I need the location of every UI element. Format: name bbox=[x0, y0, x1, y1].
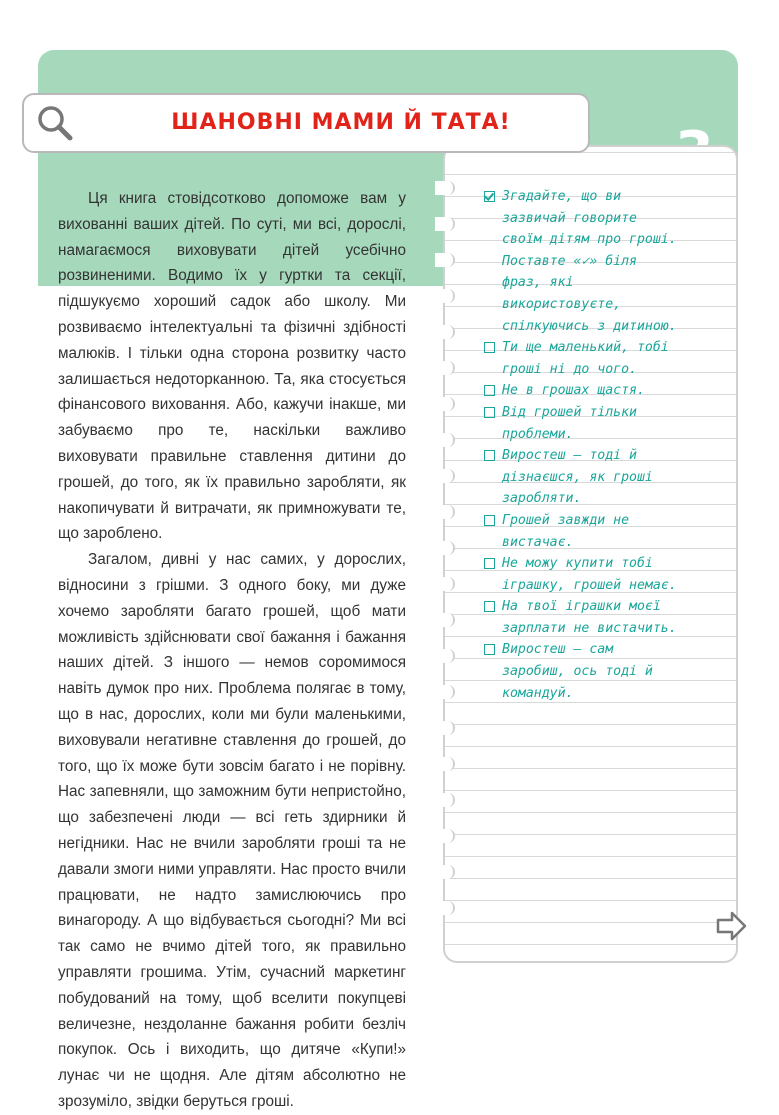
checklist-item bbox=[482, 445, 682, 510]
spiral-notch bbox=[435, 757, 455, 771]
checklist-item-text: Не можу купити тобі іграшку, грошей немає. bbox=[502, 556, 677, 593]
spiral-notch bbox=[435, 577, 455, 591]
checklist-item-text: Виростеш — тоді й дізнаєшся, як гроші заробляти. bbox=[502, 448, 653, 507]
spiral-notch bbox=[435, 901, 455, 915]
checklist-item bbox=[482, 510, 682, 553]
spiral-notch bbox=[435, 793, 455, 807]
paragraph: Ця книга стовідсотково допоможе вам у вихованні ваших дітей. По суті, ми всі, дорослі, намагаємося виховувати дітей усебічно розвиненими. Водимо їх у гуртки та секції, підшукуємо хороший садок або школу. Ми розвиваємо інтелектуальні та фізичні здібності малюків. І тільки одна сторона розвитку часто залишається недоторканною. Та, яка стосується фінансового виховання. Або, кажучи інакше, ми забуваємо про те, наскільки важливо виховувати правильне ставлення дитини до грошей, до того, як їх правильно заробляти, як накопичувати й витрачати, як примножувати те, що зароблено. bbox=[58, 190, 406, 543]
checkbox[interactable] bbox=[484, 644, 495, 655]
checkbox[interactable] bbox=[484, 601, 495, 612]
checklist-item-text: Ти ще маленький, тобі гроші ні до чого. bbox=[502, 340, 669, 377]
spiral-notch bbox=[435, 865, 455, 879]
spiral-notch bbox=[435, 613, 455, 627]
spiral-notch bbox=[435, 505, 455, 519]
spiral-notch bbox=[435, 433, 455, 447]
spiral-notch bbox=[435, 829, 455, 843]
spiral-notch bbox=[435, 721, 455, 735]
checkbox[interactable] bbox=[484, 407, 495, 418]
checklist-item bbox=[482, 337, 682, 380]
checklist-item bbox=[482, 553, 682, 596]
checkbox[interactable] bbox=[484, 515, 495, 526]
checklist-item-text: Грошей завжди не вистачає. bbox=[502, 512, 630, 550]
checklist-item bbox=[482, 596, 682, 639]
spiral-notch bbox=[435, 397, 455, 411]
checklist-item bbox=[482, 402, 682, 445]
checklist-item-text: Виростеш — сам заробиш, ось тоді й командуй. bbox=[502, 642, 653, 701]
checkbox[interactable] bbox=[484, 558, 495, 569]
checkbox-checked[interactable] bbox=[484, 191, 495, 202]
page-title: ШАНОВНІ МАМИ Й ТАТА! bbox=[171, 110, 511, 135]
title-bar bbox=[22, 93, 590, 153]
checkbox[interactable] bbox=[484, 385, 495, 396]
paragraph: Загалом, дивні у нас самих, у дорослих, відносини з грішми. З одного боку, ми дуже хочемо заробляти багато грошей, щоб мати можливість здійснювати свої бажання і бажання наших дітей. З іншого — немов соромимося навіть думок про них. Проблема полягає в тому, що в нас, дорослих, коли ми були маленькими, виховували негативне ставлення до грошей, до того, що їх може бути зовсім багато і не порівну. Нас запевняли, що заможним бути непристойно, що забезпечені люди — всі геть здирники й негідники. Нас не вчили заробляти гроші та не давали змоги ними управляти. Нас просто вчили працювати, не надто замислюючись про винагороду. А що відбувається сьогодні? Ми всі так само не вчимо дітей того, як правильно управляти грошима. Утім, сучасний маркетинг побудований на тому, щоб вселити покупцеві величезне, нездоланне бажання робити безліч покупок. Ось і виходить, що дитяче «Купи!» лунає чи не щодня. Але дітям абсолютно не зрозуміло, звідки беруться гроші. bbox=[58, 551, 406, 1110]
spiral-notch bbox=[435, 685, 455, 699]
checklist-item-text: Згадайте, що ви зазвичай говорите своїм дітям про гроші. Поставте «✓» біля фраз, які використовуєте, спілкуючись з дитиною. bbox=[502, 189, 677, 334]
spiral-notch bbox=[435, 217, 455, 231]
spiral-notch bbox=[435, 253, 455, 267]
checkbox[interactable] bbox=[484, 342, 495, 353]
checklist-item-text: Від грошей тільки проблеми. bbox=[502, 404, 637, 442]
spiral-notch bbox=[435, 649, 455, 663]
spiral-notch bbox=[435, 541, 455, 555]
spiral-notch bbox=[435, 361, 455, 375]
arrow-right-icon[interactable] bbox=[716, 910, 748, 947]
spiral-notch bbox=[435, 181, 455, 195]
spiral-notch bbox=[435, 469, 455, 483]
checklist-item-text: Не в грошах щастя. bbox=[502, 383, 645, 399]
spiral-notch bbox=[435, 325, 455, 339]
checklist-item bbox=[482, 380, 682, 402]
checklist bbox=[482, 186, 682, 704]
search-icon[interactable] bbox=[36, 104, 74, 147]
spiral-notch bbox=[435, 289, 455, 303]
checklist-item-text: На твої іграшки моєї зарплати не вистачить. bbox=[502, 599, 677, 636]
main-text bbox=[58, 186, 406, 1115]
checklist-item bbox=[482, 639, 682, 704]
checklist-item bbox=[482, 186, 682, 337]
checkbox[interactable] bbox=[484, 450, 495, 461]
